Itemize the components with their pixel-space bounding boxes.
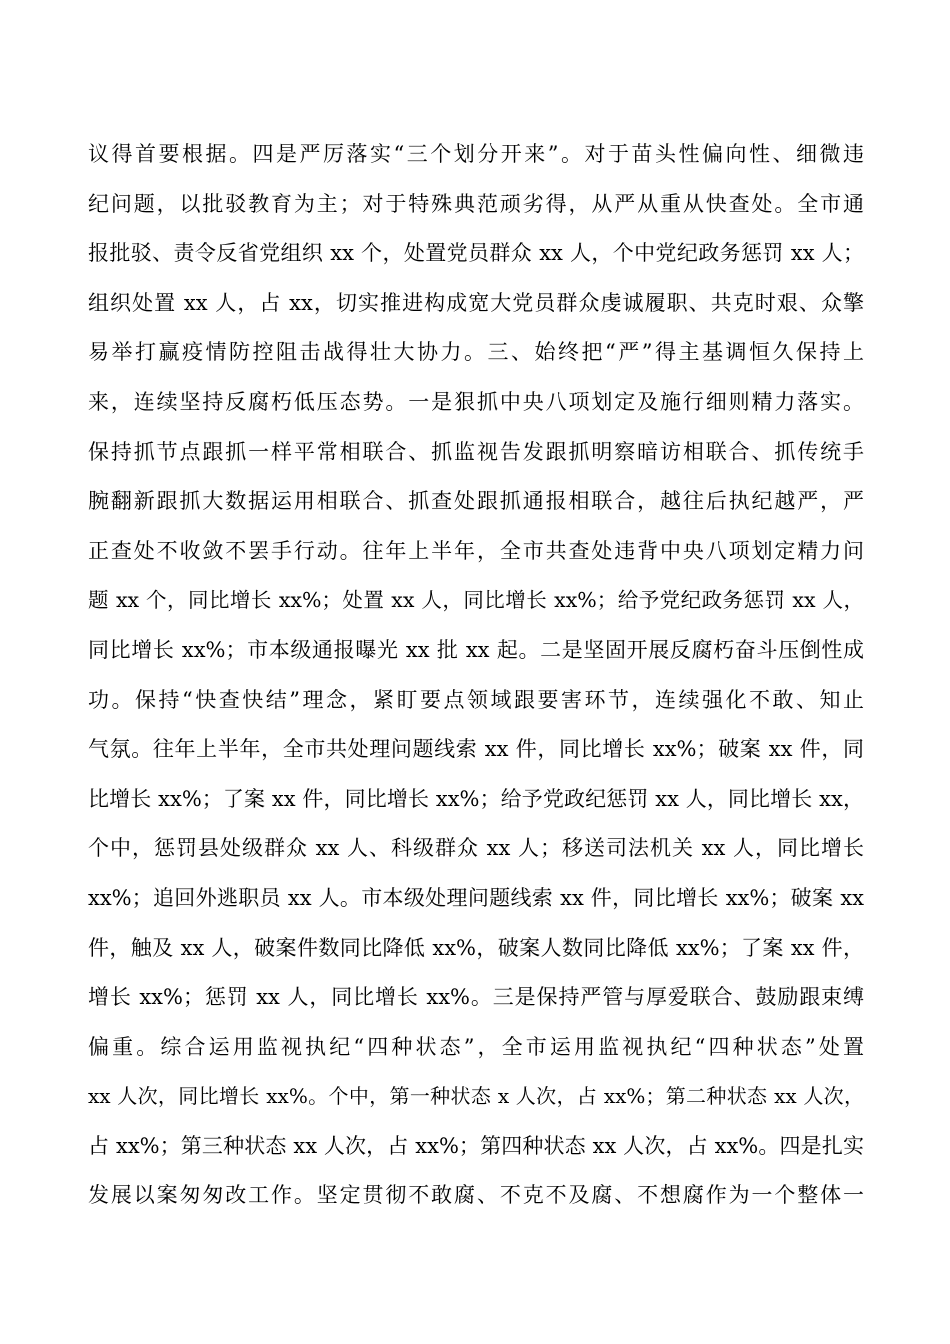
text-line: 功。保持“快查快结”理念，紧盯要点领域跟要害环节，连续强化不敢、知止: [88, 687, 864, 712]
text-line: xx%；追回外逃职员 xx 人。市本级处理问题线索 xx 件，同比增长 xx%；破案 xx: [88, 885, 864, 910]
text-line: 保持抓节点跟抓一样平常相联合、抓监视告发跟抓明察暗访相联合、抓传统手: [88, 439, 864, 464]
text-line: 报批驳、责令反省党组织 xx 个，处置党员群众 xx 人，个中党纪政务惩罚 xx 人；: [88, 241, 864, 266]
text-line: 气氛。往年上半年，全市共处理问题线索 xx 件，同比增长 xx%；破案 xx 件，同: [88, 737, 864, 762]
text-line: 件，触及 xx 人，破案件数同比降低 xx%，破案人数同比降低 xx%；了案 xx 件，: [88, 935, 864, 960]
text-line: 个中，惩罚县处级群众 xx 人、科级群众 xx 人；移送司法机关 xx 人，同比增长: [88, 836, 864, 861]
text-line: 议得首要根据。四是严厉落实“三个划分开来”。对于苗头性偏向性、细微违: [88, 142, 864, 166]
text-line: 同比增长 xx%；市本级通报曝光 xx 批 xx 起。二是坚固开展反腐朽奋斗压倒性成: [88, 637, 864, 662]
text-line: 易举打赢疫情防控阻击战得壮大协力。三、始终把“严”得主基调恒久保持上: [88, 340, 864, 365]
text-line: 正查处不收敛不罢手行动。往年上半年，全市共查处违背中央八项划定精力问: [88, 538, 864, 563]
text-line: 比增长 xx%；了案 xx 件，同比增长 xx%；给予党政纪惩罚 xx 人，同比增长 xx，: [88, 786, 864, 811]
text-line: 发展以案匆匆改工作。坚定贯彻不敢腐、不克不及腐、不想腐作为一个整体一: [88, 1183, 864, 1208]
text-line: 来，连续坚持反腐朽低压态势。一是狠抓中央八项划定及施行细则精力落实。: [88, 389, 864, 414]
text-line: 腕翻新跟抓大数据运用相联合、抓查处跟抓通报相联合，越往后执纪越严，严: [88, 489, 864, 514]
body-text: [88, 130, 864, 1221]
text-line: 题 xx 个，同比增长 xx%；处置 xx 人，同比增长 xx%；给予党纪政务惩罚 xx 人，: [88, 588, 864, 613]
text-line: 纪问题，以批驳教育为主；对于特殊典范顽劣得，从严从重从快查处。全市通: [88, 191, 864, 216]
text-line: 组织处置 xx 人，占 xx，切实推进构成宽大党员群众虔诚履职、共克时艰、众擎: [88, 290, 864, 315]
text-line: 增长 xx%；惩罚 xx 人，同比增长 xx%。三是保持严管与厚爱联合、鼓励跟束缚: [88, 985, 864, 1010]
text-line: 占 xx%；第三种状态 xx 人次，占 xx%；第四种状态 xx 人次，占 xx%。四是扎实: [88, 1133, 864, 1158]
text-line: 偏重。综合运用监视执纪“四种状态”，全市运用监视执纪“四种状态”处置: [88, 1034, 864, 1059]
text-line: xx 人次，同比增长 xx%。个中，第一种状态 x 人次，占 xx%；第二种状态 xx 人次，: [88, 1084, 864, 1109]
